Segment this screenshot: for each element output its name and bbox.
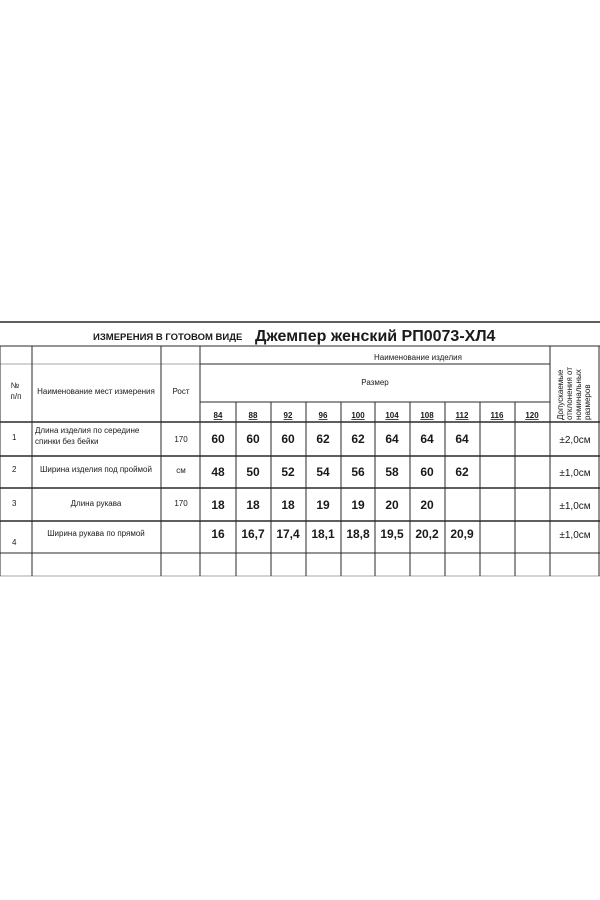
size-header: Размер bbox=[361, 378, 389, 387]
size-value: 48 bbox=[211, 465, 225, 479]
table-row bbox=[12, 527, 591, 547]
num-header bbox=[11, 381, 22, 401]
row-height: 170 bbox=[174, 435, 188, 444]
tolerance-header-line: Допускаемые bbox=[556, 369, 565, 420]
tolerance-header bbox=[556, 367, 592, 420]
row-number: 2 bbox=[12, 465, 17, 474]
row-number: 4 bbox=[12, 538, 17, 547]
measure-name: Длина изделия по середине bbox=[35, 426, 140, 435]
size-value: 58 bbox=[385, 465, 399, 479]
product-name-header: Наименование изделия bbox=[374, 353, 462, 362]
size-value: 19 bbox=[351, 498, 365, 512]
tolerance-header-line: номинальных bbox=[574, 369, 583, 420]
num-header-line: № bbox=[10, 381, 20, 390]
size-value: 18 bbox=[211, 498, 225, 512]
size-value: 62 bbox=[455, 465, 469, 479]
size-label: 116 bbox=[490, 411, 504, 420]
measure-name-header: Наименование мест измерения bbox=[37, 387, 155, 396]
size-label: 120 bbox=[525, 411, 539, 420]
size-value: 20 bbox=[385, 498, 399, 512]
size-value: 64 bbox=[420, 432, 434, 446]
size-label: 108 bbox=[420, 411, 434, 420]
size-value: 19 bbox=[316, 498, 330, 512]
size-value: 19,5 bbox=[380, 527, 404, 541]
tolerance-header-line: отклонения от bbox=[565, 367, 574, 420]
size-value: 64 bbox=[385, 432, 399, 446]
table-row bbox=[12, 498, 591, 512]
size-label: 112 bbox=[455, 411, 469, 420]
size-value: 17,4 bbox=[276, 527, 300, 541]
size-value: 50 bbox=[246, 465, 260, 479]
size-value: 20,9 bbox=[450, 527, 474, 541]
height-header: Рост bbox=[172, 387, 190, 396]
size-label: 104 bbox=[385, 411, 399, 420]
size-label: 100 bbox=[351, 411, 365, 420]
tolerance-header-line: размеров bbox=[583, 384, 592, 420]
size-value: 60 bbox=[281, 432, 295, 446]
size-value: 62 bbox=[351, 432, 365, 446]
size-value: 60 bbox=[211, 432, 225, 446]
table-row bbox=[12, 465, 591, 479]
size-value: 20 bbox=[420, 498, 434, 512]
row-height: см bbox=[176, 466, 186, 475]
row-number: 1 bbox=[12, 433, 17, 442]
size-value: 56 bbox=[351, 465, 365, 479]
size-value: 18 bbox=[246, 498, 260, 512]
size-label: 92 bbox=[283, 411, 293, 420]
tolerance-value: ±1,0см bbox=[559, 530, 591, 541]
size-value: 60 bbox=[420, 465, 434, 479]
size-label: 88 bbox=[248, 411, 258, 420]
tolerance-value: ±1,0см bbox=[559, 468, 591, 479]
measure-name: Ширина рукава по прямой bbox=[47, 529, 145, 538]
measure-name: Ширина изделия под проймой bbox=[40, 465, 152, 474]
size-value: 64 bbox=[455, 432, 469, 446]
num-header-line: п/п bbox=[10, 392, 22, 401]
product-title: Джемпер женский РП0073-ХЛ4 bbox=[255, 328, 496, 345]
size-value: 18 bbox=[281, 498, 295, 512]
size-value: 52 bbox=[281, 465, 295, 479]
size-value: 18,8 bbox=[346, 527, 370, 541]
row-number: 3 bbox=[12, 499, 17, 508]
measure-name: спинки без бейки bbox=[35, 437, 99, 446]
size-value: 54 bbox=[316, 465, 330, 479]
sheet-subtitle: ИЗМЕРЕНИЯ В ГОТОВОМ ВИДЕ bbox=[93, 332, 243, 343]
size-value: 16 bbox=[211, 527, 225, 541]
table-row bbox=[12, 426, 591, 446]
size-value: 60 bbox=[246, 432, 260, 446]
size-value: 18,1 bbox=[311, 527, 335, 541]
size-label: 96 bbox=[318, 411, 328, 420]
measure-name: Длина рукава bbox=[70, 499, 122, 508]
size-value: 20,2 bbox=[415, 527, 439, 541]
size-value: 62 bbox=[316, 432, 330, 446]
size-labels bbox=[214, 411, 540, 420]
tolerance-value: ±2,0см bbox=[559, 435, 591, 446]
size-label: 84 bbox=[213, 411, 223, 420]
tolerance-value: ±1,0см bbox=[559, 501, 591, 512]
row-height: 170 bbox=[174, 499, 188, 508]
size-value: 16,7 bbox=[241, 527, 265, 541]
